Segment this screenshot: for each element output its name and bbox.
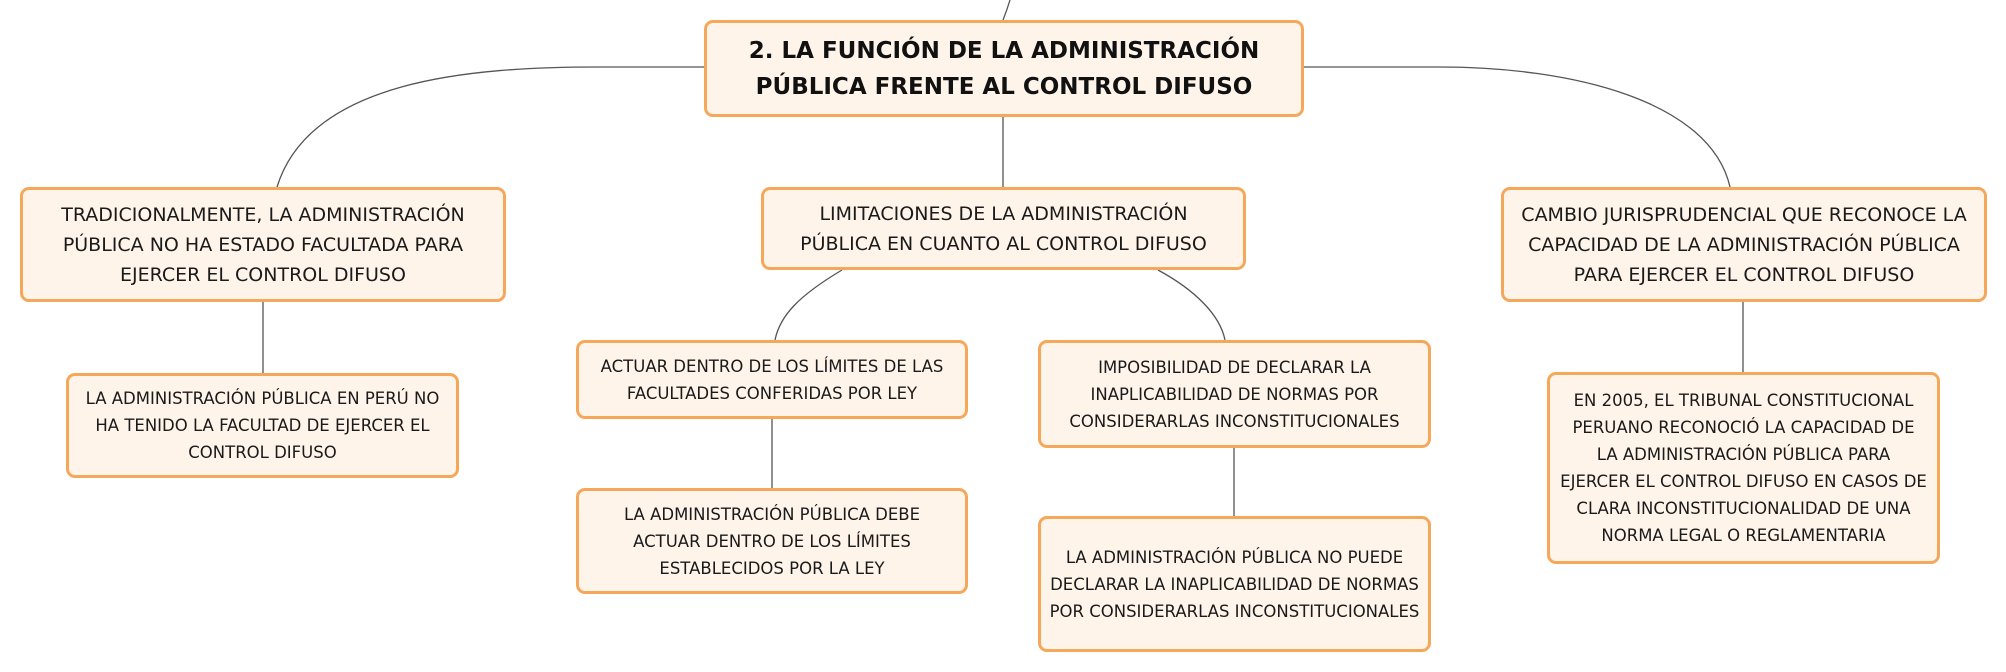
topic-traditional-label: TRADICIONALMENTE, LA ADMINISTRACIÓN PÚBLICA NO HA ESTADO FACULTADA PARA EJERCER EL CONTROL DIFUSO: [61, 203, 465, 286]
root-topic[interactable]: [704, 20, 1304, 117]
subtopic-no-faculty[interactable]: [66, 373, 459, 478]
topic-limitations-label: LIMITACIONES DE LA ADMINISTRACIÓN PÚBLICA EN CUANTO AL CONTROL DIFUSO: [800, 202, 1207, 255]
subtopic-must-act-within-law-label: LA ADMINISTRACIÓN PÚBLICA DEBE ACTUAR DENTRO DE LOS LÍMITES ESTABLECIDOS POR LA LEY: [623, 504, 921, 578]
subtopic-cannot-declare-inapplicability-label: IMPOSIBILIDAD DE DECLARAR LA INAPLICABILIDAD DE NORMAS POR CONSIDERARLAS INCONSTITUCIONALES: [1069, 357, 1400, 431]
connector-parent-to-root: [1003, 0, 1010, 20]
connector-center-to-sub-right: [1158, 270, 1225, 340]
subtopic-act-within-limits[interactable]: [576, 340, 968, 419]
connector-root-to-right: [1304, 67, 1730, 187]
subtopic-act-within-limits-label: ACTUAR DENTRO DE LOS LÍMITES DE LAS FACULTADES CONFERIDAS POR LEY: [600, 356, 944, 403]
subtopic-2005-ruling-label: EN 2005, EL TRIBUNAL CONSTITUCIONAL PERUANO RECONOCIÓ LA CAPACIDAD DE LA ADMINISTRACIÓN PÚBLICA PARA EJERCER EL CONTROL DIFUSO EN CASOS DE CLARA INCONSTITUCIONALIDAD DE UNA NORMA LEGAL O REGLAMENTARIA: [1560, 391, 1927, 545]
root-topic-label: 2. LA FUNCIÓN DE LA ADMINISTRACIÓN PÚBLICA FRENTE AL CONTROL DIFUSO: [748, 37, 1260, 100]
topic-limitations[interactable]: [761, 187, 1246, 270]
subtopic-no-faculty-label: LA ADMINISTRACIÓN PÚBLICA EN PERÚ NO HA TENIDO LA FACULTAD DE EJERCER EL CONTROL DIFUSO: [85, 389, 440, 462]
connector-root-to-left: [277, 67, 704, 187]
subtopic-no-inapplicability-declaration-label: LA ADMINISTRACIÓN PÚBLICA NO PUEDE DECLARAR LA INAPLICABILIDAD DE NORMAS POR CONSIDERARLAS INCONSTITUCIONALES: [1049, 547, 1420, 621]
connector-center-to-sub-left: [775, 270, 842, 340]
topic-traditional[interactable]: [20, 187, 506, 302]
topic-jurisprudential-change[interactable]: [1501, 187, 1987, 302]
subtopic-2005-ruling[interactable]: [1547, 372, 1940, 564]
subtopic-cannot-declare-inapplicability[interactable]: [1038, 340, 1431, 448]
topic-jurisprudential-change-label: CAMBIO JURISPRUDENCIAL QUE RECONOCE LA CAPACIDAD DE LA ADMINISTRACIÓN PÚBLICA PARA EJERCER EL CONTROL DIFUSO: [1521, 203, 1967, 286]
subtopic-must-act-within-law[interactable]: [576, 488, 968, 594]
subtopic-no-inapplicability-declaration[interactable]: [1038, 516, 1431, 652]
